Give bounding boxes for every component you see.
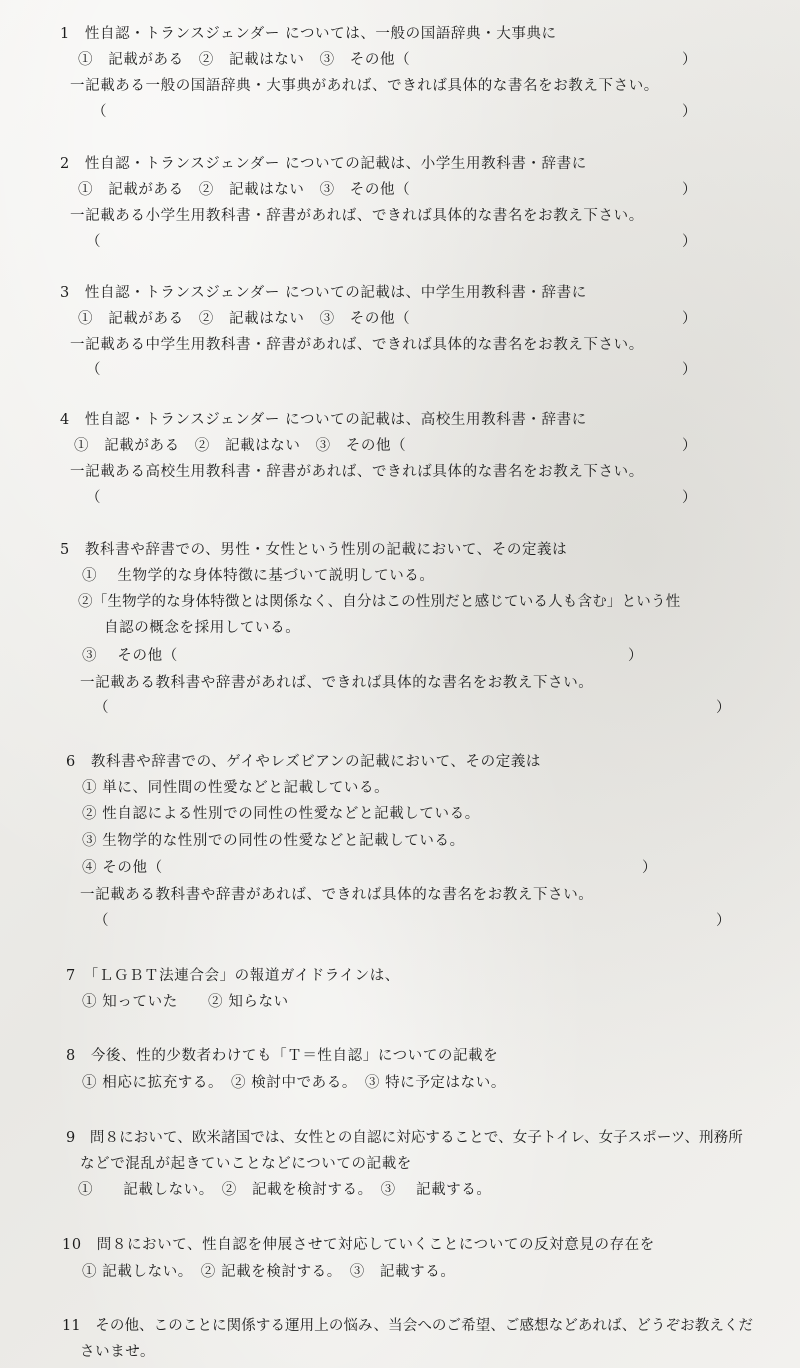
question-3: 3 性自認・トランスジェンダー についての記載は、中学生用教科書・辞書に xyxy=(60,285,587,301)
question-5-option-3-close-paren: ） xyxy=(628,648,643,664)
question-1-note: 一記載ある一般の国語辞典・大事典があれば、できれば具体的な書名をお教え下さい。 xyxy=(70,78,659,94)
question-4-options: ① 記載がある ② 記載はない ③ その他（ xyxy=(74,438,407,454)
question-6-option-2: ② 性自認による性別での同性の性愛などと記載している。 xyxy=(82,806,480,822)
question-8-options: ① 相応に拡充する。 ② 検討中である。 ③ 特に予定はない。 xyxy=(82,1075,506,1091)
question-8: 8 今後、性的少数者わけても「Ｔ＝性自認」についての記載を xyxy=(66,1048,499,1064)
question-7: 7 「ＬＧＢＴ法連合会」の報道ガイドラインは、 xyxy=(66,968,400,984)
question-1-answer-close-paren: ） xyxy=(682,104,697,120)
question-3-note: 一記載ある中学生用教科書・辞書があれば、できれば具体的な書名をお教え下さい。 xyxy=(70,337,644,353)
question-6-note: 一記載ある教科書や辞書があれば、できれば具体的な書名をお教え下さい。 xyxy=(80,887,594,903)
question-5-option-1: ① 生物学的な身体特徴に基づいて説明している。 xyxy=(82,568,435,584)
question-4-answer-open-paren: （ xyxy=(86,490,101,506)
question-9-line-1: 9 問８において、欧米諸国では、女性との自認に対応することで、女子トイレ、女子スポーツ、刑務所 xyxy=(66,1130,743,1146)
question-5-answer-close-paren: ） xyxy=(716,700,731,716)
question-5-option-2-line-2: 自認の概念を採用している。 xyxy=(104,620,301,636)
question-1-options: ① 記載がある ② 記載はない ③ その他（ xyxy=(78,52,411,68)
question-5-answer-open-paren: （ xyxy=(94,700,109,716)
question-6-option-4-close-paren: ） xyxy=(642,860,657,876)
question-6-answer-close-paren: ） xyxy=(716,913,731,929)
question-9-line-2: などで混乱が起きていことなどについての記載を xyxy=(80,1156,412,1172)
question-4: 4 性自認・トランスジェンダー についての記載は、高校生用教科書・辞書に xyxy=(60,412,587,428)
question-6-option-4: ④ その他（ xyxy=(82,860,163,876)
question-3-options: ① 記載がある ② 記載はない ③ その他（ xyxy=(78,311,411,327)
question-10-options: ① 記載しない。 ② 記載を検討する。 ③ 記載する。 xyxy=(82,1264,456,1280)
question-11-line-2: さいませ。 xyxy=(80,1344,156,1360)
question-2-answer-open-paren: （ xyxy=(86,234,101,250)
question-1-options-close-paren: ） xyxy=(682,52,697,68)
question-6: 6 教科書や辞書での、ゲイやレズビアンの記載において、その定義は xyxy=(66,754,542,770)
question-3-options-close-paren: ） xyxy=(682,311,697,327)
question-2: 2 性自認・トランスジェンダー についての記載は、小学生用教科書・辞書に xyxy=(60,156,587,172)
question-2-options-close-paren: ） xyxy=(682,182,697,198)
question-11-line-1: 11 その他、このことに関係する運用上の悩み、当会へのご希望、ご感想などあれば、どうぞお教えくだ xyxy=(62,1318,754,1334)
question-7-options: ① 知っていた ② 知らない xyxy=(82,994,289,1010)
question-1: 1 性自認・トランスジェンダー については、一般の国語辞典・大事典に xyxy=(60,26,557,42)
question-2-options: ① 記載がある ② 記載はない ③ その他（ xyxy=(78,182,411,198)
question-10: 10 問８において、性自認を伸展させて対応していくことについての反対意見の存在を xyxy=(62,1237,655,1253)
question-6-answer-open-paren: （ xyxy=(94,913,109,929)
question-5: 5 教科書や辞書での、男性・女性という性別の記載において、その定義は xyxy=(60,542,568,558)
question-5-note: 一記載ある教科書や辞書があれば、できれば具体的な書名をお教え下さい。 xyxy=(80,675,594,691)
question-4-note: 一記載ある高校生用教科書・辞書があれば、できれば具体的な書名をお教え下さい。 xyxy=(70,464,644,480)
question-4-answer-close-paren: ） xyxy=(682,490,697,506)
question-2-answer-close-paren: ） xyxy=(682,234,697,250)
question-9-options: ① 記載しない。 ② 記載を検討する。 ③ 記載する。 xyxy=(78,1182,492,1198)
question-2-note: 一記載ある小学生用教科書・辞書があれば、できれば具体的な書名をお教え下さい。 xyxy=(70,208,644,224)
question-6-option-3: ③ 生物学的な性別での同性の性愛などと記載している。 xyxy=(82,833,465,849)
question-4-options-close-paren: ） xyxy=(682,438,697,454)
question-6-option-1: ① 単に、同性間の性愛などと記載している。 xyxy=(82,780,390,796)
question-1-answer-open-paren: （ xyxy=(92,104,107,120)
question-5-option-3: ③ その他（ xyxy=(82,648,178,664)
question-3-answer-close-paren: ） xyxy=(682,362,697,378)
question-5-option-2-line-1: ②「生物学的な身体特徴とは関係なく、自分はこの性別だと感じている人も含む」という性 xyxy=(78,594,681,610)
question-3-answer-open-paren: （ xyxy=(86,362,101,378)
